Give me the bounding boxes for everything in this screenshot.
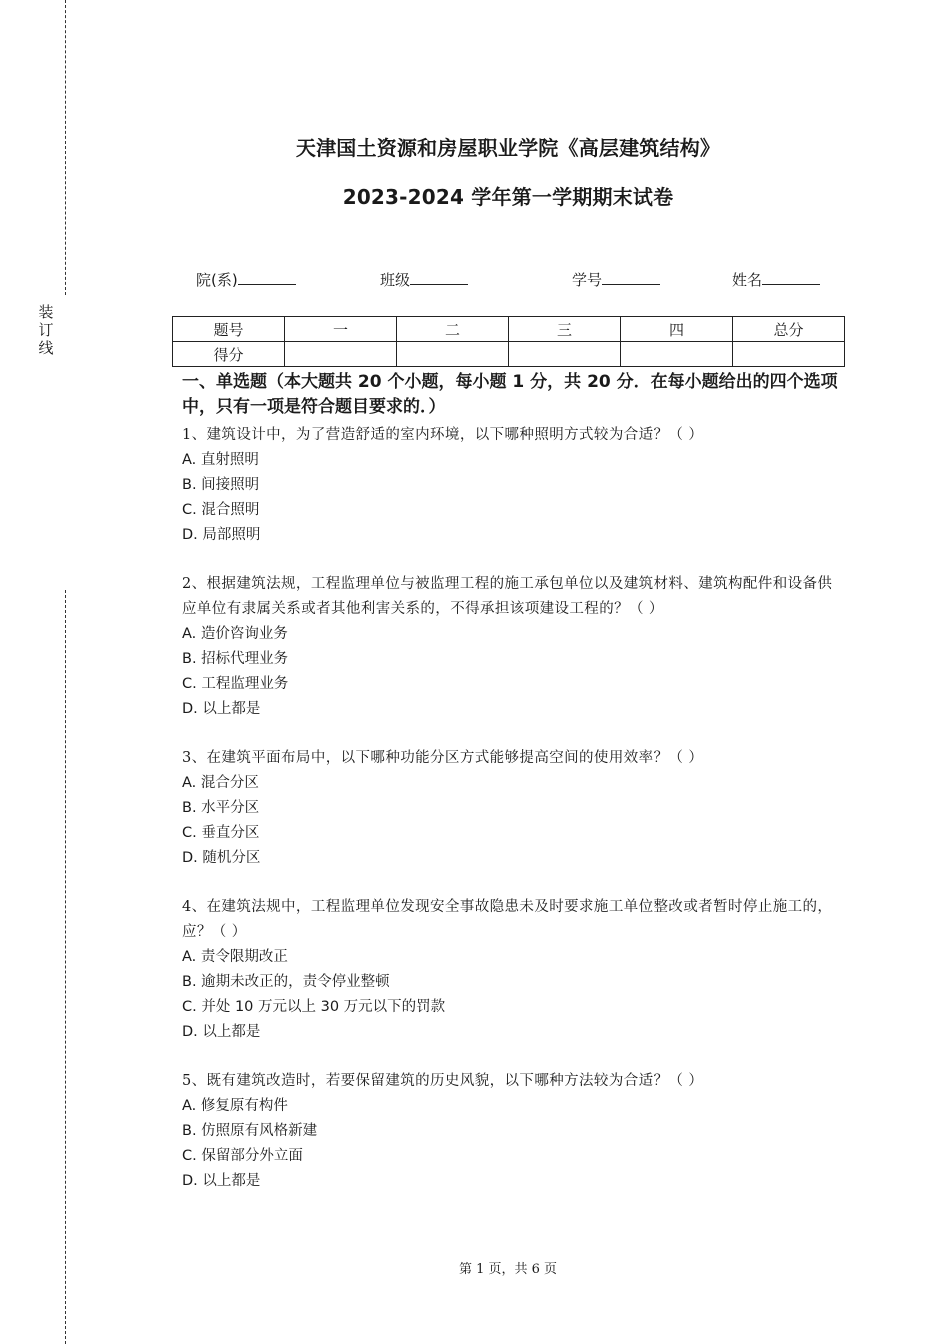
option-a: A. 修复原有构件 bbox=[182, 1098, 288, 1114]
student-info-row bbox=[0, 269, 950, 293]
option-a: A. 责令限期改正 bbox=[182, 949, 288, 965]
question-block bbox=[182, 746, 842, 871]
dept-field[interactable] bbox=[196, 269, 296, 290]
binding-char: 订 bbox=[38, 321, 54, 339]
name-field[interactable] bbox=[732, 269, 820, 290]
option-b: B. 逾期未改正的，责令停业整顿 bbox=[182, 974, 390, 990]
section-heading: 一、单选题（本大题共 20 个小题，每小题 1 分，共 20 分．在每小题给出的四个选项中，只有一项是符合题目要求的．） bbox=[182, 372, 838, 417]
score-table-cell: 四 bbox=[621, 317, 733, 342]
score-input-cell[interactable] bbox=[621, 342, 733, 367]
student-id-label: 学号 bbox=[572, 271, 603, 289]
binding-dashed-line-bottom bbox=[65, 590, 66, 1344]
student-id-field[interactable] bbox=[572, 269, 660, 290]
question-stem: 5、既有建筑改造时，若要保留建筑的历史风貌，以下哪种方法较为合适？（ ） bbox=[182, 1073, 704, 1089]
dept-label: 院(系) bbox=[196, 271, 238, 289]
score-table bbox=[172, 316, 845, 367]
score-input-cell[interactable] bbox=[733, 342, 845, 367]
option-a: A. 直射照明 bbox=[182, 452, 259, 468]
binding-char: 装 bbox=[38, 303, 54, 321]
option-d: D. 以上都是 bbox=[182, 1173, 261, 1189]
question-block bbox=[182, 1069, 842, 1194]
question-stem: 1、建筑设计中，为了营造舒适的室内环境，以下哪种照明方式较为合适？（ ） bbox=[182, 427, 704, 443]
question-stem: 3、在建筑平面布局中，以下哪种功能分区方式能够提高空间的使用效率？（ ） bbox=[182, 750, 704, 766]
option-b: B. 仿照原有风格新建 bbox=[182, 1123, 318, 1139]
option-d: D. 随机分区 bbox=[182, 850, 261, 866]
class-label: 班级 bbox=[380, 271, 411, 289]
score-table-cell: 三 bbox=[509, 317, 621, 342]
option-d: D. 局部照明 bbox=[182, 527, 261, 543]
page-footer: 第 1 页，共 6 页 bbox=[458, 1262, 558, 1277]
student-id-blank[interactable] bbox=[602, 269, 660, 285]
score-row-label: 得分 bbox=[173, 342, 285, 367]
score-table-header-row bbox=[173, 317, 845, 342]
question-block bbox=[182, 572, 842, 722]
score-table-cell: 总分 bbox=[733, 317, 845, 342]
score-table-score-row bbox=[173, 342, 845, 367]
option-b: B. 招标代理业务 bbox=[182, 651, 289, 667]
option-d: D. 以上都是 bbox=[182, 701, 261, 717]
score-table-cell: 一 bbox=[285, 317, 397, 342]
name-label: 姓名 bbox=[732, 271, 763, 289]
question-block bbox=[182, 895, 842, 1045]
option-c: C. 保留部分外立面 bbox=[182, 1148, 303, 1164]
binding-char: 线 bbox=[38, 339, 54, 357]
class-blank[interactable] bbox=[410, 269, 468, 285]
exam-title: 天津国土资源和房屋职业学院《高层建筑结构》 bbox=[295, 136, 721, 160]
question-stem: 4、在建筑法规中，工程监理单位发现安全事故隐患未及时要求施工单位整改或者暂时停止施工的，应？（ ） bbox=[182, 899, 833, 940]
option-c: C. 工程监理业务 bbox=[182, 676, 289, 692]
score-input-cell[interactable] bbox=[397, 342, 509, 367]
score-table-cell: 二 bbox=[397, 317, 509, 342]
question-block bbox=[182, 423, 842, 548]
option-d: D. 以上都是 bbox=[182, 1024, 261, 1040]
score-input-cell[interactable] bbox=[509, 342, 621, 367]
option-a: A. 造价咨询业务 bbox=[182, 626, 288, 642]
score-input-cell[interactable] bbox=[285, 342, 397, 367]
exam-content bbox=[182, 370, 842, 1218]
score-table-cell: 题号 bbox=[173, 317, 285, 342]
exam-subtitle: 2023-2024 学年第一学期期末试卷 bbox=[342, 185, 674, 209]
name-blank[interactable] bbox=[762, 269, 820, 285]
option-a: A. 混合分区 bbox=[182, 775, 259, 791]
class-field[interactable] bbox=[380, 269, 468, 290]
option-b: B. 水平分区 bbox=[182, 800, 260, 816]
option-c: C. 垂直分区 bbox=[182, 825, 260, 841]
binding-label bbox=[37, 303, 55, 357]
option-b: B. 间接照明 bbox=[182, 477, 260, 493]
dept-blank[interactable] bbox=[238, 269, 296, 285]
option-c: C. 混合照明 bbox=[182, 502, 260, 518]
option-c: C. 并处 10 万元以上 30 万元以下的罚款 bbox=[182, 999, 446, 1015]
question-stem: 2、根据建筑法规，工程监理单位与被监理工程的施工承包单位以及建筑材料、建筑构配件和设备供应单位有隶属关系或者其他利害关系的，不得承担该项建设工程的？（ ） bbox=[182, 576, 833, 617]
